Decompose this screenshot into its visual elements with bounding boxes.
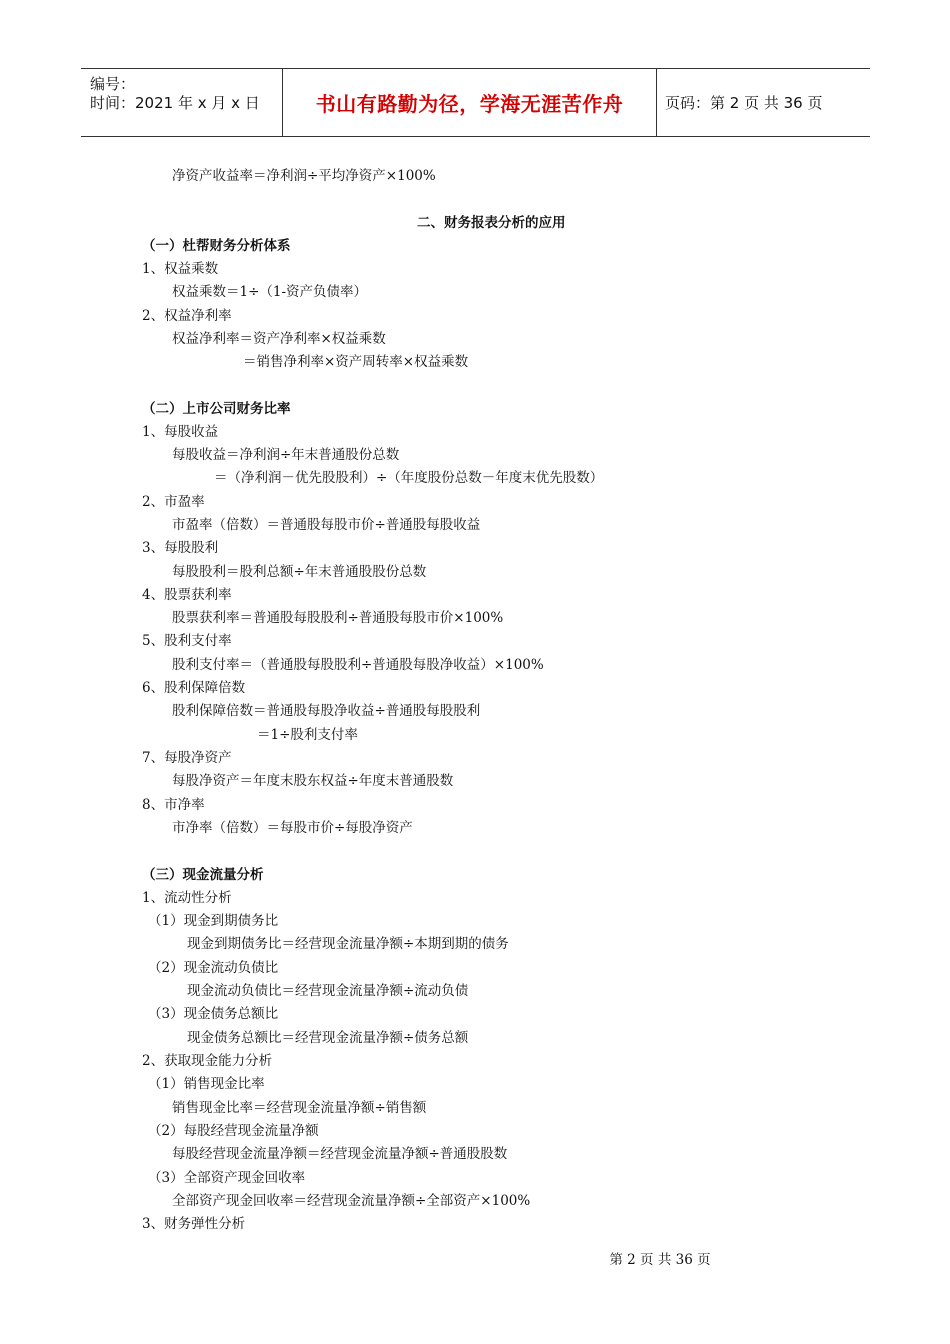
- subitem-heading: （2）每股经营现金流量净额: [148, 1123, 319, 1139]
- subitem-heading: （1）现金到期债务比: [148, 913, 279, 929]
- formula-continuation: ＝（净利润－优先股股利）÷（年度股份总数－年度末优先股数）: [214, 470, 604, 486]
- item-heading: 1、权益乘数: [142, 261, 219, 277]
- formula-line: 每股收益＝净利润÷年末普通股份总数: [172, 447, 400, 463]
- subitem-heading: （3）现金债务总额比: [148, 1006, 279, 1022]
- item-heading: 1、流动性分析: [142, 890, 232, 906]
- formula-continuation: ＝1÷股利支付率: [257, 727, 358, 743]
- item-heading: 7、每股净资产: [142, 750, 232, 766]
- page-footer: [0, 1248, 950, 1268]
- formula-line: 现金流动负债比＝经营现金流量净额÷流动负债: [187, 983, 469, 999]
- item-heading: 2、权益净利率: [142, 308, 232, 324]
- formula-line: 现金债务总额比＝经营现金流量净额÷债务总额: [187, 1030, 469, 1046]
- item-heading: 2、市盈率: [142, 494, 205, 510]
- document-time: 时间：2021 年 x 月 x 日: [90, 94, 260, 112]
- item-heading: 4、股票获利率: [142, 587, 232, 603]
- formula-line: 销售现金比率＝经营现金流量净额÷销售额: [172, 1100, 427, 1116]
- item-heading: 1、每股收益: [142, 424, 219, 440]
- header-meta-cell: [81, 69, 281, 136]
- item-heading: 3、财务弹性分析: [142, 1216, 246, 1232]
- formula-continuation: ＝销售净利率×资产周转率×权益乘数: [243, 354, 469, 370]
- formula-line: 市净率（倍数）＝每股市价÷每股净资产: [172, 820, 413, 836]
- item-heading: 3、每股股利: [142, 540, 219, 556]
- formula-line: 每股净资产＝年度末股东权益÷年度末普通股数: [172, 773, 454, 789]
- footer-page-number: 第 2 页 共 36 页: [609, 1252, 711, 1268]
- subsection-heading: （一）杜帮财务分析体系: [142, 238, 291, 254]
- formula-line: 市盈率（倍数）＝普通股每股市价÷普通股每股收益: [172, 517, 481, 533]
- motto-text: 书山有路勤为径，学海无涯苦作舟: [315, 92, 624, 116]
- header-page-cell: [656, 69, 870, 136]
- page-header: [81, 68, 870, 137]
- document-number-label: 编号：: [90, 75, 136, 93]
- item-heading: 6、股利保障倍数: [142, 680, 246, 696]
- item-heading: 8、市净率: [142, 797, 205, 813]
- formula-line: 权益乘数＝1÷（1-资产负债率）: [172, 284, 368, 300]
- item-heading: 2、获取现金能力分析: [142, 1053, 273, 1069]
- formula-line: 股利支付率＝（普通股每股股利÷普通股每股净收益）×100%: [172, 657, 544, 673]
- formula-line: 现金到期债务比＝经营现金流量净额÷本期到期的债务: [187, 936, 509, 952]
- formula-line: 权益净利率＝资产净利率×权益乘数: [172, 331, 386, 347]
- subitem-heading: （3）全部资产现金回收率: [148, 1170, 306, 1186]
- header-motto-cell: [282, 69, 657, 136]
- formula-line: 全部资产现金回收率＝经营现金流量净额÷全部资产×100%: [172, 1193, 531, 1209]
- formula-line: 每股经营现金流量净额＝经营现金流量净额÷普通股股数: [172, 1146, 508, 1162]
- item-heading: 5、股利支付率: [142, 633, 232, 649]
- formula-line: 净资产收益率＝净利润÷平均净资产×100%: [172, 168, 436, 184]
- subitem-heading: （2）现金流动负债比: [148, 960, 279, 976]
- formula-line: 每股股利＝股利总额÷年末普通股股份总数: [172, 564, 427, 580]
- formula-line: 股票获利率＝普通股每股股利÷普通股每股市价×100%: [172, 610, 504, 626]
- section-heading: 二、财务报表分析的应用: [417, 215, 566, 231]
- header-page-code: 页码：第 2 页 共 36 页: [665, 94, 823, 112]
- subitem-heading: （1）销售现金比率: [148, 1076, 265, 1092]
- subsection-heading: （三）现金流量分析: [142, 867, 264, 883]
- formula-line: 股利保障倍数＝普通股每股净收益÷普通股每股股利: [172, 703, 481, 719]
- subsection-heading: （二）上市公司财务比率: [142, 401, 291, 417]
